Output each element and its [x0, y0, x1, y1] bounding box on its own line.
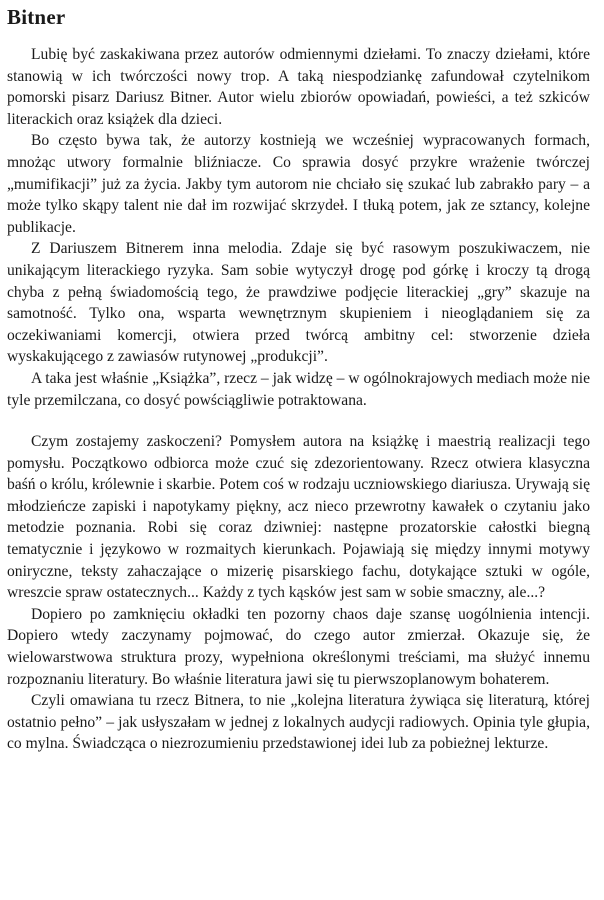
paragraph-7: Czyli omawiana tu rzecz Bitnera, to nie „kolejna literatura żywiąca się literaturą, której ostatnio pełno” – jak usłyszałam w jednej z lokalnych audycji radiowych. Opinia tyle głupia, co mylna. Świadcząca o niezrozumieniu przedstawionej idei lub za pobieżnej lekturze.: [7, 692, 590, 753]
document-title: Bitner: [7, 5, 66, 29]
paragraph-1: Lubię być zaskakiwana przez autorów odmiennymi dziełami. To znaczy dziełami, które stanowią w ich twórczości nowy trop. A taką niespodziankę zafundował czytelnikom pomorski pisarz Dariusz Bitner. Autor wielu zbiorów opowiadań, powieści, a też szkiców literackich oraz książek dla dzieci.: [7, 46, 590, 128]
paragraph-2: Bo często bywa tak, że autorzy kostnieją we wcześniej wypracowanych formach, mnożąc utwory formalnie bliźniacze. Co sprawia dosyć przykre wrażenie twórczej „mumifikacji” już za życia. Jakby tym autorom nie chciało się szukać lub zabrakło pary – a może tylko skąpy talent nie dał im rozwijać skrzydeł. I tłuką potem, jak ze sztancy, kolejne publikacje.: [7, 132, 590, 236]
paragraph-6: Dopiero po zamknięciu okładki ten pozorny chaos daje szansę uogólnienia intencji. Dopiero wtedy zaczynamy pojmować, do czego autor zmierzał. Okazuje się, że wielowarstwowa struktura prozy, wypełniona określonymi treściami, ma służyć innemu rozpoznaniu literatury. Bo właśnie literatura jawi się tu pierwszoplanowym bohaterem.: [7, 605, 590, 688]
paragraph-5: Czym zostajemy zaskoczeni? Pomysłem autora na książkę i maestrią realizacji tego pomysłu. Początkowo odbiorca może czuć się zdezorientowany. Rzecz otwiera klasyczna baśń o królu, królewnie i skarbie. Potem coś w rodzaju uczniowskiego diariusza. Urywają się młodzieńcze zapiski i napotykamy piękny, acz nieco przewrotny kawałek o czytaniu jako metodzie poznania. Robi się coraz dziwniej: następne prozatorskie całostki biegną tematycznie i językowo w rozmaitych kierunkach. Pojawiają się między innymi motywy oniryczne, teksty zahaczające o mizerię pisarskiego fachu, dotykające sztuki w ogóle, wreszcie spraw ostatecznych... Każdy z tych kąsków jest sam w sobie smaczny, ale...?: [7, 433, 590, 602]
paragraph-4: A taka jest właśnie „Książka”, rzecz – jak widzę – w ogólnokrajowych mediach może nie tyle przemilczana, co dosyć powściągliwie potraktowana.: [7, 369, 590, 409]
paragraph-3: Z Dariuszem Bitnerem inna melodia. Zdaje się być rasowym poszukiwaczem, nie unikającym literackiego ryzyka. Sam sobie wytyczył drogę pod górkę i kroczy tą drogą chyba z pełną świadomością tego, że prawdziwe podjęcie literackiej „gry” skazuje na samotność. Tylko ona, wsparta wewnętrznym skupieniem i nieoglądaniem się za oczekiwaniami komercji, otwiera przed twórcą ambitny cel: stworzenie dzieła wyskakującego z zawiasów rutynowej „produkcji”.: [7, 240, 590, 366]
